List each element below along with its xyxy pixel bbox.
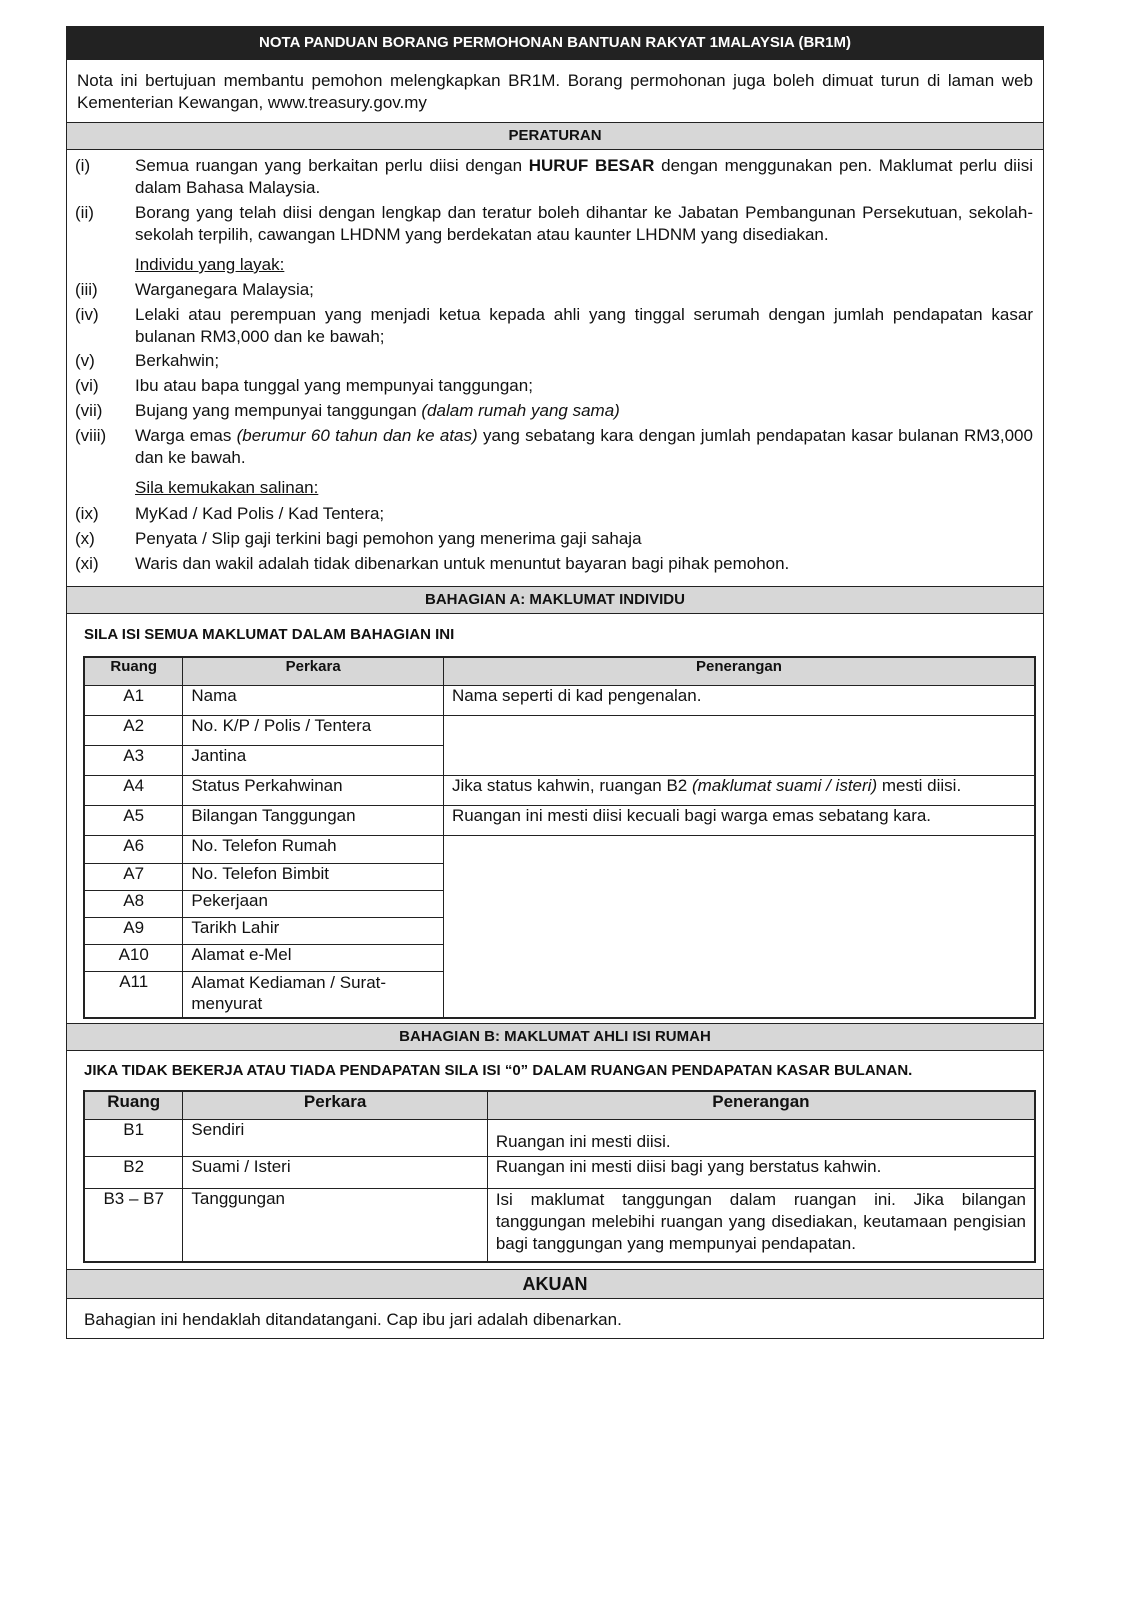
section-a-table <box>83 656 1036 1019</box>
table-row: A1 Nama Nama seperti di kad pengenalan. <box>84 685 1035 715</box>
table-row: A6 No. Telefon Rumah <box>84 835 1035 863</box>
table-row: A3 Jantina <box>84 745 1035 775</box>
rule-item: (iii) Warganegara Malaysia; <box>75 280 314 299</box>
section-b-instruction: JIKA TIDAK BEKERJA ATAU TIADA PENDAPATAN SILA ISI “0” DALAM RUANGAN PENDAPATAN KASAR BULANAN. <box>84 1062 913 1079</box>
column-header-ruang: Ruang <box>84 657 183 685</box>
column-header-penerangan: Penerangan <box>487 1091 1035 1119</box>
guidance-note-frame <box>66 26 1044 1339</box>
table-row: B3 – B7 Tanggungan Isi maklumat tanggungan dalam ruangan ini. Jika bilangan tanggungan melebihi ruangan yang disediakan, keutamaan pengisian bagi tanggungan yang mempunyai pendapatan. <box>84 1188 1035 1262</box>
rule-item: (iv) Lelaki atau perempuan yang menjadi ketua kepada ahli yang tinggal serumah dengan jumlah pendapatan kasar bulanan RM3,000 dan ke bawah; <box>75 305 1033 346</box>
column-header-ruang: Ruang <box>84 1091 183 1119</box>
column-header-perkara: Perkara <box>183 1091 487 1119</box>
section-a-instruction: SILA ISI SEMUA MAKLUMAT DALAM BAHAGIAN INI <box>84 626 455 643</box>
rule-item: (i) Semua ruangan yang berkaitan perlu diisi dengan HURUF BESAR dengan menggunakan pen. Maklumat perlu diisi dalam Bahasa Malaysia. <box>75 156 1033 197</box>
table-row: A7 No. Telefon Bimbit <box>84 863 1035 890</box>
emphasis-bold: HURUF BESAR <box>528 156 655 175</box>
column-header-perkara: Perkara <box>183 657 444 685</box>
rule-item: (xi) Waris dan wakil adalah tidak dibenarkan untuk menuntut bayaran bagi pihak pemohon. <box>75 554 790 573</box>
table-row: A11 Alamat Kediaman / Surat-menyurat <box>84 971 1035 1018</box>
copies-subheading: Sila kemukakan salinan: <box>135 478 319 497</box>
declaration-heading: AKUAN <box>67 1269 1043 1299</box>
document-title: NOTA PANDUAN BORANG PERMOHONAN BANTUAN RAKYAT 1MALAYSIA (BR1M) <box>67 27 1043 60</box>
rule-item: (x) Penyata / Slip gaji terkini bagi pemohon yang menerima gaji sahaja <box>75 529 642 548</box>
rules-heading: PERATURAN <box>67 122 1043 150</box>
column-header-penerangan: Penerangan <box>443 657 1035 685</box>
section-b-heading: BAHAGIAN B: MAKLUMAT AHLI ISI RUMAH <box>67 1023 1043 1051</box>
table-row: B1 Sendiri Ruangan ini mesti diisi. <box>84 1119 1035 1156</box>
rule-item: (vi) Ibu atau bapa tunggal yang mempunyai tanggungan; <box>75 376 533 395</box>
table-row: A10 Alamat e-Mel <box>84 944 1035 971</box>
table-row: A4 Status Perkahwinan Jika status kahwin, ruangan B2 (maklumat suami / isteri) mesti diisi. <box>84 775 1035 805</box>
section-a-heading: BAHAGIAN A: MAKLUMAT INDIVIDU <box>67 586 1043 614</box>
rule-item: (ix) MyKad / Kad Polis / Kad Tentera; <box>75 504 385 523</box>
rule-item: (v) Berkahwin; <box>75 351 220 370</box>
declaration-text: Bahagian ini hendaklah ditandatangani. Cap ibu jari adalah dibenarkan. <box>84 1310 622 1329</box>
table-row: A2 No. K/P / Polis / Tentera <box>84 715 1035 745</box>
rule-item: (viii) Warga emas (berumur 60 tahun dan ke atas) yang sebatang kara dengan jumlah pendapatan kasar bulanan RM3,000 dan ke bawah. <box>75 426 1033 467</box>
section-b-table <box>83 1090 1036 1263</box>
rule-item: (ii) Borang yang telah diisi dengan lengkap dan teratur boleh dihantar ke Jabatan Pembangunan Persekutuan, sekolah-sekolah terpilih, cawangan LHDNM yang berdekatan atau kaunter LHDNM yang disediakan. <box>75 203 1033 244</box>
eligible-subheading: Individu yang layak: <box>135 255 285 274</box>
rule-item: (vii) Bujang yang mempunyai tanggungan (dalam rumah yang sama) <box>75 401 620 420</box>
table-row: A5 Bilangan Tanggungan Ruangan ini mesti diisi kecuali bagi warga emas sebatang kara. <box>84 805 1035 835</box>
table-row: A9 Tarikh Lahir <box>84 917 1035 944</box>
table-row: A8 Pekerjaan <box>84 890 1035 917</box>
intro-text: Nota ini bertujuan membantu pemohon melengkapkan BR1M. Borang permohonan juga boleh dimuat turun di laman web Kementerian Kewangan, www.treasury.gov.my <box>77 71 1033 112</box>
table-row: B2 Suami / Isteri Ruangan ini mesti diisi bagi yang berstatus kahwin. <box>84 1156 1035 1188</box>
